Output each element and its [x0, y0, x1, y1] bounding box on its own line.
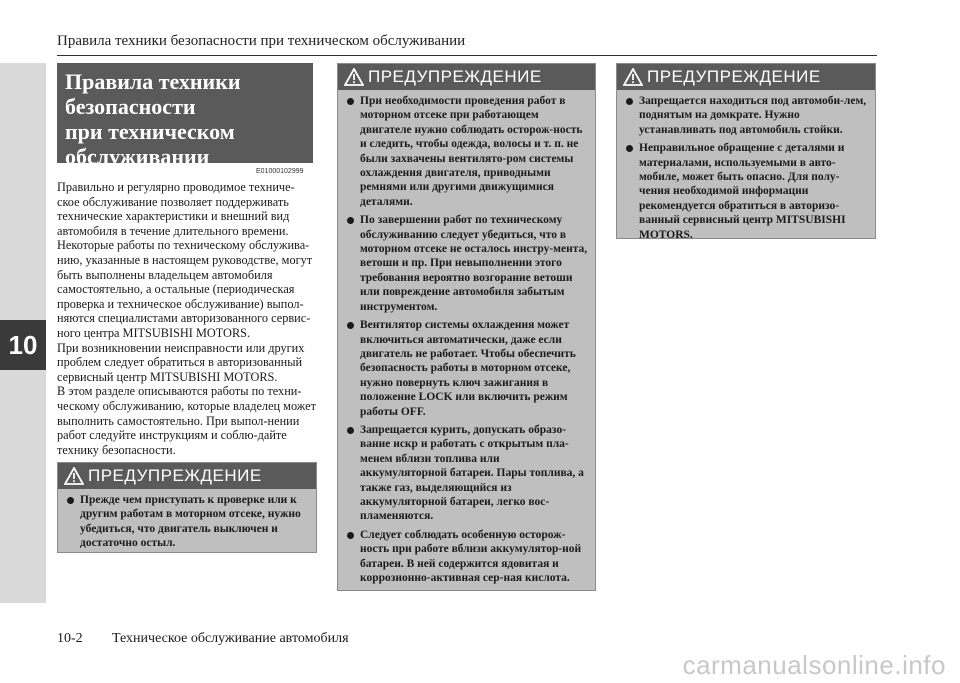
warning-item: По завершении работ по техническому обслуживанию следует убедиться, что в моторном отсеке не осталось инстру-мента, ветоши и пр. При невыполнении этого требования вероятно возгорание ветоши или повреждение автомобиля забытым инструментом. [346, 213, 589, 314]
warning-list [338, 90, 595, 593]
section-code: E01000102999 [256, 168, 304, 175]
warning-triangle-icon [344, 68, 364, 86]
watermark: carmanualsonline.info [682, 650, 946, 680]
warning-item: При необходимости проведения работ в моторном отсеке при работающем двигателе нужно соблюдать осторож-ность и следить, чтобы одежда, волосы и т. п. не были захвачены вентилято-ром системы охлаждения двигателя, приводными ремнями или другими движущимися деталями. [346, 94, 589, 209]
warning-label: ПРЕДУПРЕЖДЕНИЕ [88, 466, 262, 485]
warning-item: Прежде чем приступать к проверке или к другим работам в моторном отсеке, нужно убедиться, что двигатель выключен и достаточно остыл. [66, 493, 310, 551]
running-header: Правила техники безопасности при техническом обслуживании [57, 33, 466, 49]
body-paragraph: При возникновении неисправности или других проблем следует обратиться в авторизованный сервисный центр MITSUBISHI MOTORS. [57, 340, 305, 384]
warning-header [617, 64, 875, 90]
warning-triangle-icon [623, 68, 643, 86]
warning-item: Запрещается курить, допускать образо-вание искр и работать с открытым пла-менем вблизи топлива или аккумуляторной батареи. Пары топлива, а также газ, выделяющийся из аккумуляторной батареи, легко вос-пламеняются. [346, 423, 589, 524]
section-title-line: Правила техники [65, 69, 241, 94]
warning-list [58, 489, 316, 559]
section-title-line: безопасности [65, 94, 196, 119]
warning-label: ПРЕДУПРЕЖДЕНИЕ [368, 67, 542, 86]
warning-header [338, 64, 595, 90]
chapter-tab: 10 [0, 320, 46, 370]
warning-item: Запрещается находиться под автомоби-лем, поднятым на домкрате. Нужно устанавливать под автомобиль стойки. [625, 94, 869, 137]
warning-triangle-icon [64, 467, 84, 485]
body-paragraph: Правильно и регулярно проводимое техниче-ское обслуживание позволяет поддерживать технические характеристики и внешний вид автомобиля в течение длительного времени. Некоторые работы по техническому обслужива-нию, указанные в настоящем руководстве, могут быть выполнены владельцем автомобиля самостоятельно, а остальные (периодическая проверка и техническое обслуживание) выпол-няются специалистами авторизованного сервис-ного центра MITSUBISHI MOTORS. [57, 180, 313, 340]
header-rule [57, 55, 877, 56]
warning-list [617, 90, 875, 250]
warning-box-left [57, 462, 317, 553]
footer-chapter-title: Техническое обслуживание автомобиля [112, 631, 349, 646]
section-title [57, 63, 313, 169]
page-number: 10-2 [57, 631, 83, 646]
warning-item: Вентилятор системы охлаждения может включиться автоматически, даже если двигатель не работает. Чтобы обеспечить безопасность работы в моторном отсеке, нужно повернуть ключ зажигания в положение LOCK или включить режим работы OFF. [346, 318, 589, 419]
warning-item: Следует соблюдать особенную осторож-ность при работе вблизи аккумулятор-ной батареи. В ней содержится ядовитая и коррозионно-активная сер-ная кислота. [346, 528, 589, 586]
warning-header [58, 463, 316, 489]
section-title-line: при техническом [65, 119, 235, 144]
section-title-line: обслуживании [65, 144, 210, 169]
warning-box-middle [337, 63, 596, 591]
warning-box-right [616, 63, 876, 239]
body-paragraph: В этом разделе описываются работы по техни-ческому обслуживанию, которые владелец может выполнить самостоятельно. При выпол-нении работ следуйте инструкциям и соблю-дайте технику безопасности. [57, 384, 316, 457]
warning-label: ПРЕДУПРЕЖДЕНИЕ [647, 67, 821, 86]
section-body [57, 180, 317, 457]
warning-item: Неправильное обращение с деталями и материалами, используемыми в авто-мобиле, может быть опасно. Для полу-чения необходимой информации рекомендуется обратиться в авторизо-ванный сервисный центр MITSUBISHI MOTORS. [625, 141, 869, 242]
